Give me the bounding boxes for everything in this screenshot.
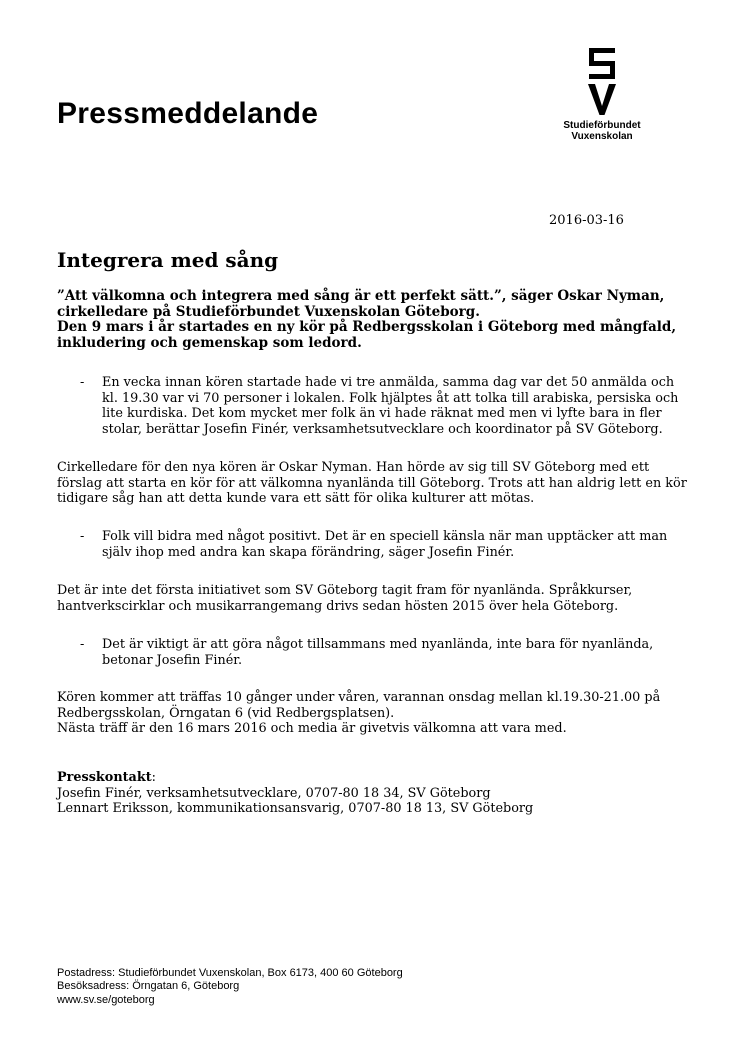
contact-label: Presskontakt bbox=[57, 770, 152, 785]
quote-1 bbox=[80, 375, 700, 437]
release-date: 2016-03-16 bbox=[549, 213, 624, 228]
body-line: Cirkelledare för den nya kören är Oskar Nyman. Han hörde av sig till SV Göteborg med ett bbox=[57, 460, 650, 475]
body-line: Kören kommer att träffas 10 gånger under våren, varannan onsdag mellan kl.19.30-21.00 på bbox=[57, 690, 661, 705]
lead-line: inkludering och gemenskap som ledord. bbox=[57, 334, 362, 351]
contact-line: Josefin Finér, verksamhetsutvecklare, 0707-80 18 34, SV Göteborg bbox=[57, 785, 491, 801]
footer-line: Postadress: Studieförbundet Vuxenskolan, Box 6173, 400 60 Göteborg bbox=[57, 967, 403, 979]
body-line: tidigare såg han att detta kunde vara ett sätt för olika kulturer att mötas. bbox=[57, 491, 535, 507]
paragraph-1 bbox=[57, 460, 707, 507]
lead-line: cirkelledare på Studieförbundet Vuxenskolan Göteborg. bbox=[57, 303, 480, 320]
footer-line: Besöksadress: Örngatan 6, Göteborg bbox=[57, 980, 240, 993]
body-line: En vecka innan kören startade hade vi tre anmälda, samma dag var det 50 anmälda och bbox=[102, 375, 675, 390]
footer bbox=[57, 967, 403, 1007]
paragraph-2 bbox=[57, 583, 707, 614]
lead-paragraph bbox=[57, 289, 717, 351]
quote-3 bbox=[80, 637, 700, 668]
body-line: Det är inte det första initiativet som SV Göteborg tagit fram för nyanlända. Språkkurser, bbox=[57, 583, 633, 598]
quote-2 bbox=[80, 529, 700, 560]
body-line: förslag att starta en kör för att välkomna nyanlända till Göteborg. Trots att han aldrig lett en kör bbox=[57, 475, 687, 491]
body-line: Det är viktigt är att göra något tillsammans med nyanlända, inte bara för nyanlända, bbox=[102, 637, 654, 652]
contact-heading bbox=[57, 770, 533, 786]
contact-line: Lennart Eriksson, kommunikationsansvarig, 0707-80 18 13, SV Göteborg bbox=[57, 801, 534, 817]
dash-bullet: - bbox=[80, 529, 85, 544]
body-line: kl. 19.30 var vi 70 personer i lokalen. Folk hjälptes åt att tolka till arabiska, persiska och bbox=[102, 390, 679, 406]
lead-line: Den 9 mars i år startades en ny kör på Redbergsskolan i Göteborg med mångfald, bbox=[57, 319, 677, 336]
body-line: själv ihop med andra kan skapa förändring, säger Josefin Finér. bbox=[102, 544, 515, 560]
body-line: hantverkscirklar och musikarrangemang drivs sedan hösten 2015 över hela Göteborg. bbox=[57, 598, 619, 614]
body-line: lite kurdiska. Det kom mycket mer folk än vi hade räknat med men vi lyfte bara in fler bbox=[102, 406, 662, 422]
logo-text-line: Vuxenskolan bbox=[571, 131, 633, 142]
contact-colon: : bbox=[151, 770, 156, 785]
page-title: Pressmeddelande bbox=[57, 97, 319, 130]
body-line: stolar, berättar Josefin Finér, verksamhetsutvecklare och koordinator på SV Göteborg. bbox=[102, 421, 663, 437]
paragraph-3 bbox=[57, 690, 707, 737]
footer-link[interactable]: www.sv.se/goteborg bbox=[57, 993, 155, 1006]
headline: Integrera med sång bbox=[57, 248, 279, 272]
body-line: Nästa träff är den 16 mars 2016 och media är givetvis välkomna att vara med. bbox=[57, 721, 567, 737]
body-line: Folk vill bidra med något positivt. Det är en speciell känsla när man upptäcker att man bbox=[102, 529, 668, 544]
dash-bullet: - bbox=[80, 637, 85, 652]
body-line: Redbergsskolan, Örngatan 6 (vid Redbergsplatsen). bbox=[57, 705, 395, 721]
sv-logo bbox=[556, 46, 648, 142]
sv-logo-icon bbox=[586, 46, 618, 116]
logo-text-line: Studieförbundet bbox=[563, 120, 641, 131]
dash-bullet: - bbox=[80, 375, 85, 390]
press-contact bbox=[57, 770, 533, 817]
lead-line: ”Att välkomna och integrera med sång är ett perfekt sätt.”, säger Oskar Nyman, bbox=[57, 288, 665, 304]
body-line: betonar Josefin Finér. bbox=[102, 652, 243, 668]
